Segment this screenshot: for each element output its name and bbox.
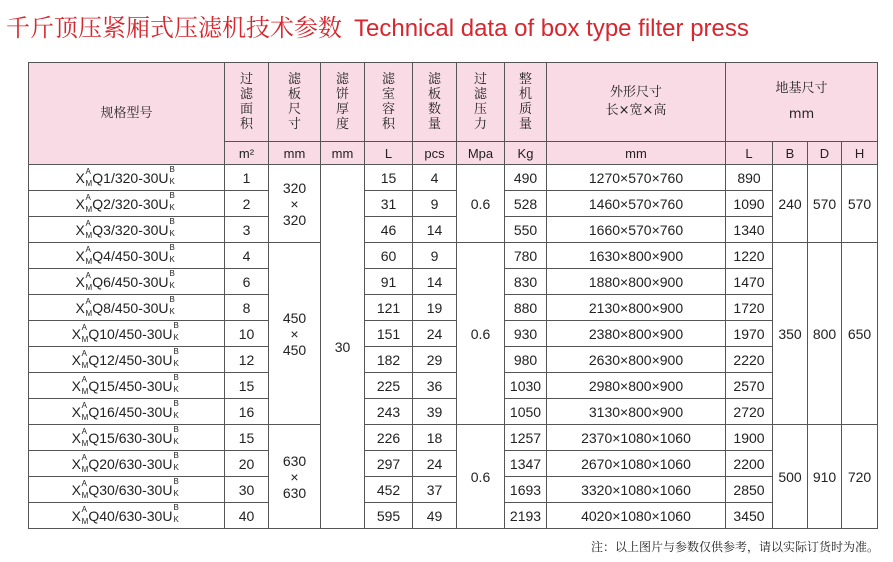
model-prefix-marks [81,349,89,370]
model-prefix-sub: M [81,517,89,526]
model-prefix [71,323,89,344]
model-prefix-marks [81,505,89,526]
model-name: Q10/450-30U [88,326,173,342]
model-name: Q3/320-30U [92,222,169,238]
model-prefix-letter: X [71,482,81,498]
model-prefix-sub: M [81,439,89,448]
cell-volume: 15 [365,165,413,191]
cell-foundation-l: 1720 [726,295,773,321]
cell-weight: 1693 [505,477,547,503]
plate-size-part: 450 [282,341,307,358]
unit-foundation-b: B [773,142,808,165]
cell-cake-thickness: 30 [321,165,365,529]
unit-chamber-volume: L [365,142,413,165]
model-name: Q1/320-30U [92,170,169,186]
model-prefix-marks [84,245,93,266]
plate-size-part: × [290,195,299,212]
cell-volume: 225 [365,373,413,399]
cell-area: 6 [225,269,269,295]
plate-size-part: 630 [282,452,307,469]
model-name: Q15/630-30U [88,430,173,446]
cell-area: 2 [225,191,269,217]
cell-plate-count: 24 [413,451,457,477]
model-prefix-sup: A [81,349,87,358]
cell-foundation-h: 650 [842,243,878,425]
model-prefix-marks [84,167,93,188]
model-prefix-sub: M [85,205,93,214]
cell-foundation-l: 890 [726,165,773,191]
model-prefix-sub: M [85,231,93,240]
unit-cake-thickness: mm [321,142,365,165]
model-prefix-sub: M [81,335,89,344]
cell-model [29,425,225,451]
model-suffix-sup: B [173,399,179,408]
cell-plate-count: 4 [413,165,457,191]
model-prefix-letter: X [71,404,81,420]
cell-volume: 243 [365,399,413,425]
unit-dimensions: mm [547,142,726,165]
model-suffix-sup: B [173,451,179,460]
cell-plate-count: 37 [413,477,457,503]
model-suffix-sup: B [169,295,175,304]
model-prefix-sup: A [81,479,87,488]
model-suffix-sub: K [169,307,175,316]
header-foundation: 地基尺寸 mm [726,63,878,142]
cell-area: 30 [225,477,269,503]
cell-plate-count: 24 [413,321,457,347]
cell-volume: 297 [365,451,413,477]
cell-foundation-l: 2200 [726,451,773,477]
model-suffix-marks [172,347,181,368]
model-prefix-letter: X [71,508,81,524]
cell-dimensions: 1460×570×760 [547,191,726,217]
table-row [29,295,878,321]
model-prefix-marks [84,271,93,292]
model-prefix-marks [81,401,89,422]
cell-area: 15 [225,373,269,399]
model-prefix-sup: A [81,453,87,462]
cell-foundation-l: 2220 [726,347,773,373]
model-prefix-letter: X [75,222,85,238]
cell-model [29,477,225,503]
model-prefix-sup: A [81,427,87,436]
model-prefix [71,349,89,370]
model-prefix-sup: A [85,193,91,202]
cell-weight: 1257 [505,425,547,451]
cell-plate-size [269,243,321,425]
model-suffix-sup: B [169,165,175,174]
model-prefix-marks [84,219,93,240]
plate-size-part: × [290,468,299,485]
model-name: Q4/450-30U [92,248,169,264]
model-suffix-sub: K [173,515,179,524]
model-suffix-marks [169,269,178,290]
spec-table [28,62,878,529]
model-prefix-letter: X [75,196,85,212]
cell-foundation-l: 2720 [726,399,773,425]
model-suffix-sub: K [173,489,179,498]
cell-dimensions: 2380×800×900 [547,321,726,347]
cell-model [29,243,225,269]
model-suffix-sub: K [173,333,179,342]
model-prefix [75,297,93,318]
model-prefix-sup: A [85,297,91,306]
model-suffix-marks [169,165,178,186]
model-suffix-sub: K [173,437,179,446]
header-cake-thickness: 滤饼厚度 [321,63,365,142]
model-prefix-marks [81,427,89,448]
header-weight: 整机质量 [505,63,547,142]
model-prefix-sub: M [81,491,89,500]
model-prefix [71,401,89,422]
cell-foundation-l: 1090 [726,191,773,217]
model-prefix-sup: A [81,375,87,384]
model-suffix-marks [169,243,178,264]
cell-weight: 1050 [505,399,547,425]
model-prefix [71,505,89,526]
cell-foundation-h: 720 [842,425,878,529]
model-suffix-sub: K [173,411,179,420]
cell-foundation-l: 1470 [726,269,773,295]
footnote: 注：以上图片与参数仅供参考，请以实际订货时为准。 [590,540,879,554]
unit-foundation-d: D [808,142,842,165]
model-prefix-sup: A [81,401,87,410]
unit-weight: Kg [505,142,547,165]
cell-plate-count: 14 [413,269,457,295]
cell-foundation-l: 2850 [726,477,773,503]
table-row [29,321,878,347]
table-row [29,347,878,373]
model-name: Q40/630-30U [88,508,173,524]
model-prefix-sup: A [85,219,91,228]
plate-size-part: 320 [282,211,307,228]
model-suffix-sup: B [173,321,179,330]
cell-dimensions: 1660×570×760 [547,217,726,243]
cell-pressure: 0.6 [457,165,505,243]
cell-area: 40 [225,503,269,529]
cell-dimensions: 3320×1080×1060 [547,477,726,503]
model-prefix [75,219,93,240]
cell-foundation-l: 2570 [726,373,773,399]
model-suffix-marks [169,191,178,212]
model-prefix-letter: X [71,430,81,446]
model-name: Q8/450-30U [92,300,169,316]
model-suffix-sup: B [169,269,175,278]
model-prefix-sub: M [81,387,89,396]
header-model: 规格型号 [29,63,225,165]
cell-plate-count: 19 [413,295,457,321]
table-row [29,217,878,243]
page-title [6,8,749,48]
cell-plate-count: 18 [413,425,457,451]
table-row [29,425,878,451]
model-suffix-marks [172,399,181,420]
cell-model [29,373,225,399]
cell-model [29,451,225,477]
model-prefix-sup: A [81,505,87,514]
cell-weight: 930 [505,321,547,347]
table-row [29,503,878,529]
cell-foundation-l: 1900 [726,425,773,451]
model-suffix-sup: B [173,373,179,382]
cell-area: 15 [225,425,269,451]
cell-area: 16 [225,399,269,425]
model-suffix-marks [172,321,181,342]
model-suffix-marks [172,425,181,446]
cell-dimensions: 1880×800×900 [547,269,726,295]
model-name: Q6/450-30U [92,274,169,290]
cell-area: 10 [225,321,269,347]
cell-dimensions: 2630×800×900 [547,347,726,373]
spec-table-body [29,165,878,529]
unit-foundation-l: L [726,142,773,165]
model-name: Q12/450-30U [88,352,173,368]
cell-volume: 46 [365,217,413,243]
cell-volume: 151 [365,321,413,347]
table-row [29,243,878,269]
model-name: Q15/450-30U [88,378,173,394]
model-suffix-sub: K [169,203,175,212]
model-prefix-letter: X [75,248,85,264]
cell-dimensions: 1270×570×760 [547,165,726,191]
model-prefix-letter: X [71,352,81,368]
unit-foundation-h: H [842,142,878,165]
cell-plate-count: 9 [413,191,457,217]
model-prefix-marks [84,193,93,214]
cell-weight: 2193 [505,503,547,529]
model-suffix-marks [172,503,181,524]
cell-foundation-l: 1340 [726,217,773,243]
cell-model [29,295,225,321]
header-plate-count: 滤板数量 [413,63,457,142]
header-dimensions: 外形尺寸 长×宽×高 [547,63,726,142]
cell-area: 3 [225,217,269,243]
title-en: Technical data of box type filter press [354,15,749,42]
model-prefix-sub: M [81,413,89,422]
table-row [29,451,878,477]
cell-weight: 880 [505,295,547,321]
cell-volume: 31 [365,191,413,217]
model-prefix-letter: X [71,456,81,472]
cell-plate-count: 9 [413,243,457,269]
cell-weight: 550 [505,217,547,243]
model-suffix-sub: K [169,281,175,290]
model-suffix-sup: B [173,477,179,486]
cell-volume: 226 [365,425,413,451]
cell-volume: 452 [365,477,413,503]
model-prefix-letter: X [75,274,85,290]
model-prefix-sub: M [85,257,93,266]
cell-model [29,321,225,347]
cell-volume: 182 [365,347,413,373]
cell-dimensions: 2130×800×900 [547,295,726,321]
cell-model [29,269,225,295]
plate-size-part: × [290,325,299,342]
cell-dimensions: 2980×800×900 [547,373,726,399]
model-prefix-marks [81,453,89,474]
model-prefix-marks [81,479,89,500]
cell-model [29,503,225,529]
cell-weight: 528 [505,191,547,217]
cell-area: 8 [225,295,269,321]
model-suffix-sub: K [169,177,175,186]
header-plate-size: 滤板尺寸 [269,63,321,142]
cell-plate-size [269,425,321,529]
model-suffix-sup: B [169,217,175,226]
cell-plate-count: 14 [413,217,457,243]
cell-foundation-b: 500 [773,425,808,529]
table-row [29,477,878,503]
cell-pressure: 0.6 [457,425,505,529]
model-prefix-letter: X [71,326,81,342]
model-suffix-sub: K [173,463,179,472]
cell-foundation-l: 3450 [726,503,773,529]
model-prefix [75,167,93,188]
model-name: Q30/630-30U [88,482,173,498]
cell-dimensions: 2670×1080×1060 [547,451,726,477]
cell-weight: 830 [505,269,547,295]
model-prefix [75,271,93,292]
model-prefix [75,245,93,266]
cell-plate-count: 49 [413,503,457,529]
header-pressure: 过滤压力 [457,63,505,142]
cell-area: 1 [225,165,269,191]
cell-volume: 91 [365,269,413,295]
table-row [29,191,878,217]
unit-plate-count: pcs [413,142,457,165]
model-suffix-marks [172,477,181,498]
cell-plate-count: 36 [413,373,457,399]
table-row [29,399,878,425]
model-prefix-letter: X [71,378,81,394]
model-prefix [71,427,89,448]
model-prefix-marks [84,297,93,318]
cell-foundation-h: 570 [842,165,878,243]
cell-volume: 121 [365,295,413,321]
model-prefix-letter: X [75,300,85,316]
cell-weight: 780 [505,243,547,269]
model-prefix [75,193,93,214]
cell-foundation-d: 910 [808,425,842,529]
cell-area: 4 [225,243,269,269]
model-suffix-sub: K [173,359,179,368]
model-prefix-sup: A [85,271,91,280]
table-row [29,373,878,399]
model-prefix-sup: A [81,323,87,332]
cell-model [29,165,225,191]
cell-model [29,191,225,217]
cell-dimensions: 2370×1080×1060 [547,425,726,451]
model-suffix-sub: K [169,229,175,238]
model-suffix-marks [169,295,178,316]
cell-weight: 1347 [505,451,547,477]
cell-foundation-d: 800 [808,243,842,425]
model-suffix-marks [172,373,181,394]
cell-plate-count: 39 [413,399,457,425]
cell-foundation-d: 570 [808,165,842,243]
cell-foundation-b: 350 [773,243,808,425]
unit-area: m² [225,142,269,165]
header-area: 过滤面积 [225,63,269,142]
model-suffix-sub: K [173,385,179,394]
model-prefix [71,453,89,474]
model-suffix-sup: B [173,503,179,512]
model-prefix-sup: A [85,167,91,176]
header-chamber-volume: 滤室容积 [365,63,413,142]
cell-volume: 595 [365,503,413,529]
plate-size-part: 630 [282,484,307,501]
model-suffix-marks [169,217,178,238]
cell-plate-size [269,165,321,243]
model-suffix-marks [172,451,181,472]
model-suffix-sup: B [173,347,179,356]
cell-foundation-b: 240 [773,165,808,243]
model-prefix-letter: X [75,170,85,186]
model-prefix-sup: A [85,245,91,254]
model-suffix-sub: K [169,255,175,264]
cell-weight: 490 [505,165,547,191]
cell-weight: 1030 [505,373,547,399]
cell-foundation-l: 1970 [726,321,773,347]
model-prefix-sub: M [85,179,93,188]
model-prefix-marks [81,323,89,344]
cell-pressure: 0.6 [457,243,505,425]
model-prefix-sub: M [81,361,89,370]
title-cn: 千斤顶压紧厢式压滤机技术参数 [6,14,342,42]
cell-dimensions: 4020×1080×1060 [547,503,726,529]
cell-model [29,399,225,425]
unit-plate-size: mm [269,142,321,165]
plate-size-part: 320 [282,179,307,196]
cell-area: 12 [225,347,269,373]
model-prefix [71,479,89,500]
cell-model [29,347,225,373]
plate-size-part: 450 [282,309,307,326]
model-suffix-sup: B [169,243,175,252]
header-row-1 [29,63,878,142]
table-row [29,165,878,191]
model-name: Q20/630-30U [88,456,173,472]
model-prefix-marks [81,375,89,396]
table-row [29,269,878,295]
cell-foundation-l: 1220 [726,243,773,269]
model-name: Q2/320-30U [92,196,169,212]
cell-volume: 60 [365,243,413,269]
cell-dimensions: 3130×800×900 [547,399,726,425]
model-suffix-sup: B [173,425,179,434]
model-prefix [71,375,89,396]
cell-plate-count: 29 [413,347,457,373]
model-prefix-sub: M [81,465,89,474]
model-prefix-sub: M [85,283,93,292]
cell-dimensions: 1630×800×900 [547,243,726,269]
model-suffix-sup: B [169,191,175,200]
model-name: Q16/450-30U [88,404,173,420]
model-prefix-sub: M [85,309,93,318]
cell-model [29,217,225,243]
unit-pressure: Mpa [457,142,505,165]
cell-area: 20 [225,451,269,477]
cell-weight: 980 [505,347,547,373]
